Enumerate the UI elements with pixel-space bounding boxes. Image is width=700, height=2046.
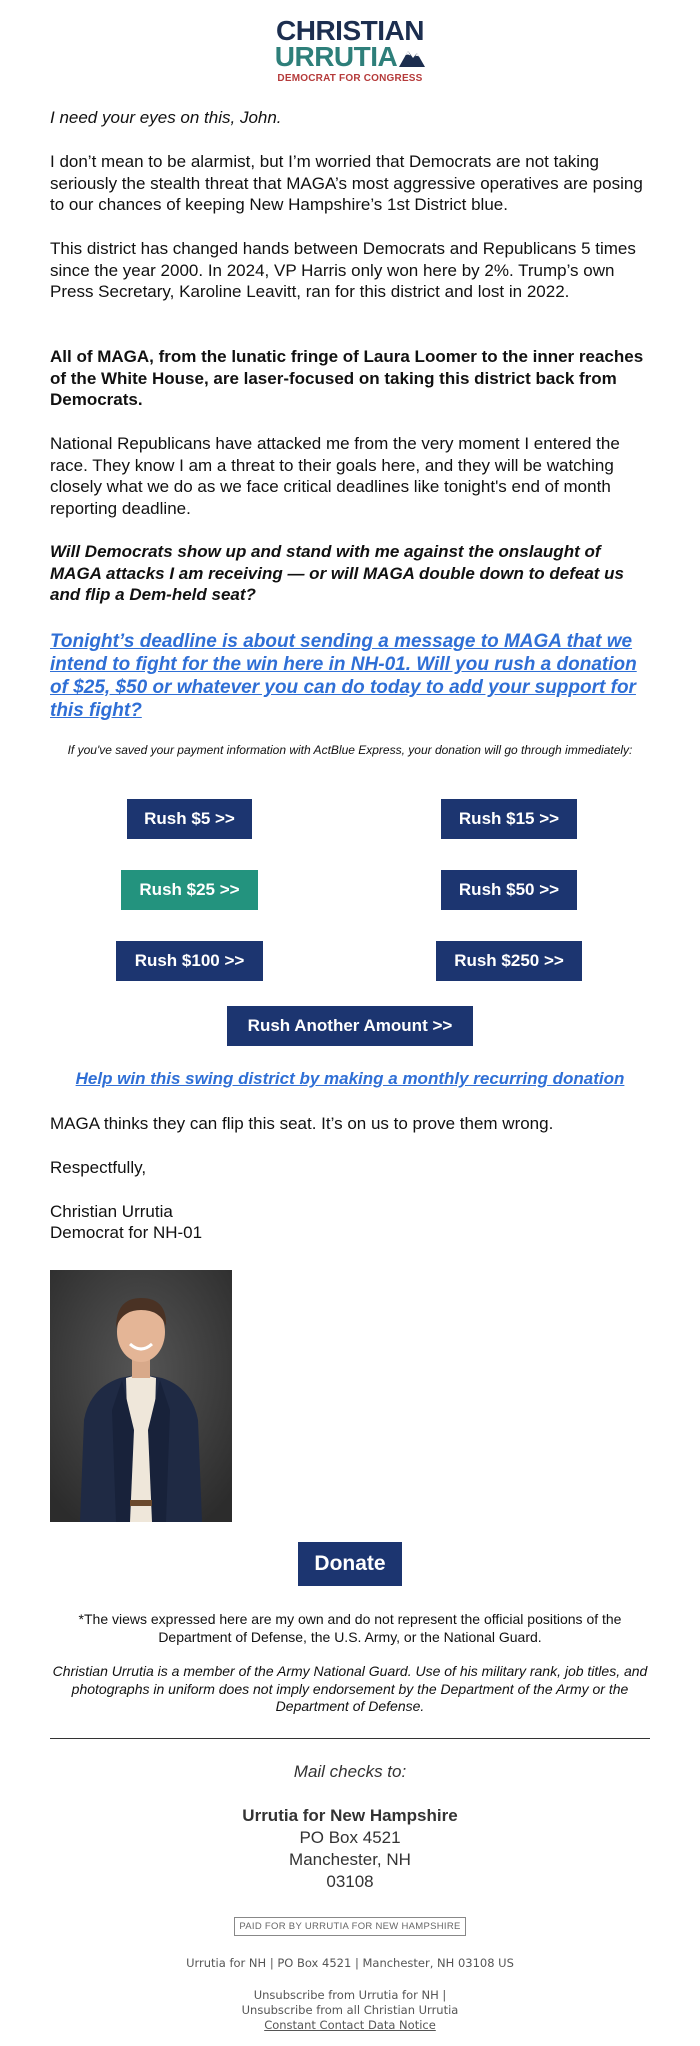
logo-first-name: CHRISTIAN — [276, 15, 424, 46]
paragraph-1: I don’t mean to be alarmist, but I’m worried that Democrats are not taking seriously the stealth threat that MAGA’s most aggressive operatives are posing to our chances of keeping New Hampshire’s 1st District blue. — [50, 152, 643, 214]
paragraph-2: This district has changed hands between Democrats and Republicans 5 times since the year 2000. In 2024, VP Harris only won here by 2%. Trump’s own Press Secretary, Karoline Leavitt, ran for this district and lost in 2022. — [50, 239, 636, 301]
signature-title: Democrat for NH-01 — [50, 1223, 203, 1242]
donation-cta-link[interactable]: Tonight’s deadline is about sending a message to MAGA that we intend to fight for the win here in NH-01. Will you rush a donation of $25, $50 or whatever you can do today to add your support for this fight? — [50, 631, 637, 721]
rush-100-button[interactable]: Rush $100 >> — [116, 941, 263, 981]
views-disclaimer: *The views expressed here are my own and do not represent the official positions of the Department of Defense, the U.S. Army, or the National Guard. — [78, 1611, 622, 1645]
signature-name: Christian Urrutia — [50, 1202, 173, 1221]
mountain-icon — [399, 47, 425, 67]
rush-250-button[interactable]: Rush $250 >> — [436, 941, 582, 981]
paid-for-disclaimer: PAID FOR BY URRUTIA FOR NEW HAMPSHIRE — [234, 1917, 465, 1936]
actblue-express-note: If you've saved your payment information with ActBlue Express, your donation will go through immediately: — [67, 743, 633, 757]
monthly-recurring-link[interactable]: Help win this swing district by making a monthly recurring donation — [75, 1069, 625, 1088]
rush-another-amount-button[interactable]: Rush Another Amount >> — [227, 1006, 473, 1046]
donate-button[interactable]: Donate — [298, 1542, 402, 1586]
footer-address: Urrutia for NH | PO Box 4521 | Manchester, NH 03108 US — [186, 1956, 514, 1970]
paragraph-3: All of MAGA, from the lunatic fringe of Laura Loomer to the inner reaches of the White House, are laser-focused on taking this district back from Democrats. — [50, 347, 644, 409]
unsubscribe-link[interactable]: Unsubscribe from Urrutia for NH | — [253, 1988, 447, 2002]
rush-5-button[interactable]: Rush $5 >> — [127, 799, 252, 839]
candidate-photo — [50, 1270, 232, 1522]
campaign-logo — [0, 15, 700, 84]
footer-divider — [50, 1738, 650, 1739]
mail-org-name: Urrutia for New Hampshire — [242, 1806, 458, 1825]
mail-address-line-2: Manchester, NH — [289, 1850, 411, 1869]
paragraph-5: Will Democrats show up and stand with me against the onslaught of MAGA attacks I am receiving — or will MAGA double down to defeat us and flip a Dem-held seat? — [50, 542, 624, 604]
paragraph-4: National Republicans have attacked me from the very moment I entered the race. They know I am a threat to their goals here, and they will be watching closely what we do as we face critical deadlines like tonight's end of month reporting deadline. — [50, 434, 620, 518]
rush-15-button[interactable]: Rush $15 >> — [441, 799, 577, 839]
greeting: I need your eyes on this, John. — [50, 108, 282, 127]
military-disclaimer: Christian Urrutia is a member of the Army National Guard. Use of his military rank, job titles, and photographs in uniform does not imply endorsement by the Department of the Army or the Department of Defense. — [52, 1663, 648, 1714]
logo-tagline: DEMOCRAT FOR CONGRESS — [277, 73, 423, 84]
rush-25-button[interactable]: Rush $25 >> — [121, 870, 258, 910]
logo-last-name: URRUTIA — [274, 41, 398, 72]
signoff: Respectfully, — [50, 1158, 147, 1177]
unsubscribe-all-link[interactable]: Unsubscribe from all Christian Urrutia — [241, 2003, 459, 2017]
mail-zip: 03108 — [326, 1872, 374, 1891]
closing-line: MAGA thinks they can flip this seat. It’s on us to prove them wrong. — [50, 1114, 554, 1133]
rush-50-button[interactable]: Rush $50 >> — [441, 870, 577, 910]
mail-address-line-1: PO Box 4521 — [299, 1828, 401, 1847]
data-notice-link[interactable]: Constant Contact Data Notice — [264, 2018, 436, 2032]
mail-checks-heading: Mail checks to: — [293, 1762, 407, 1781]
